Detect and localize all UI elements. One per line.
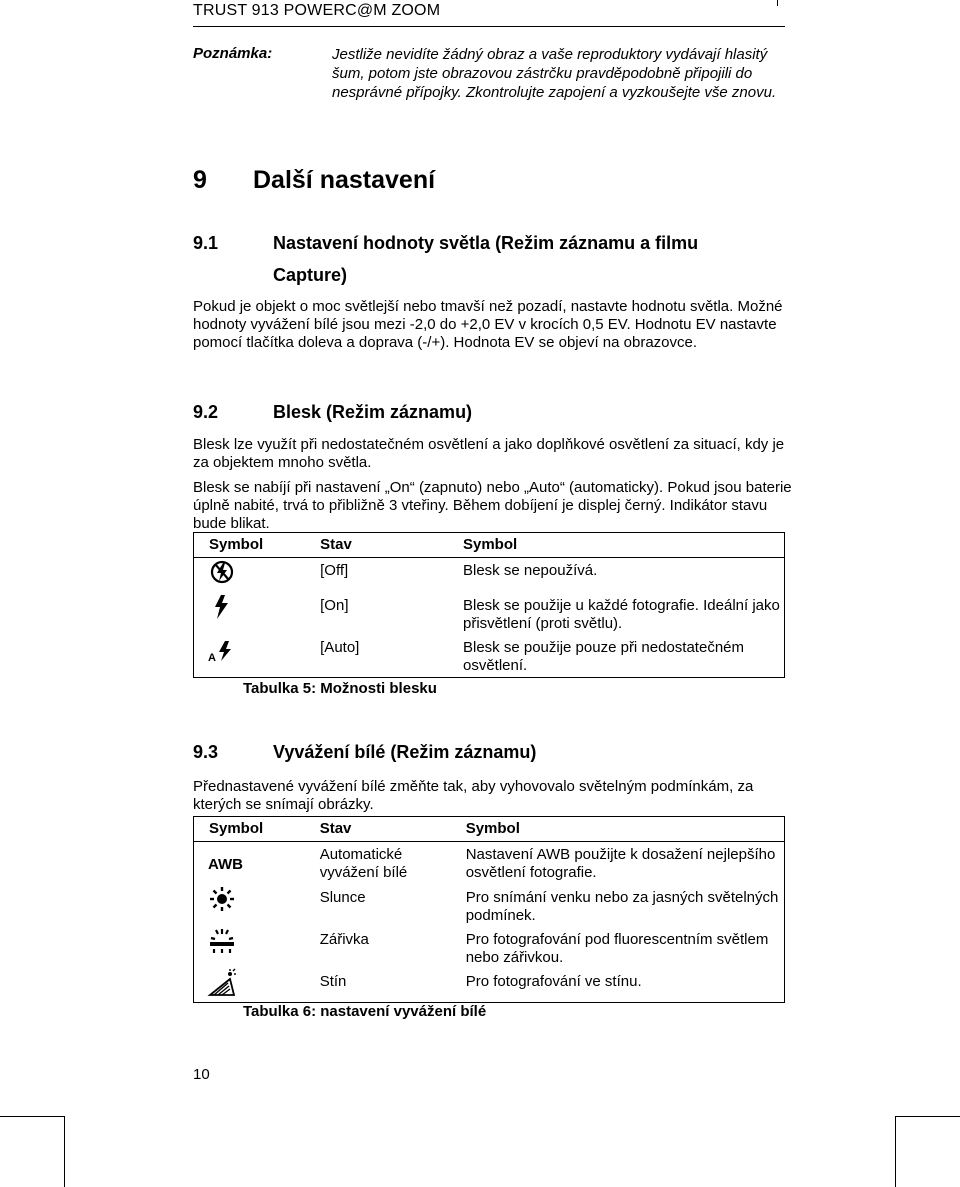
- table-row: [194, 842, 785, 885]
- section-title: Blesk (Režim záznamu): [273, 402, 473, 422]
- table-caption: Tabulka 6: nastavení vyvážení bílé: [243, 1003, 487, 1020]
- section-9-1-paragraph: Pokud je objekt o moc světlejší nebo tmavší než pozadí, nastavte hodnotu světla. Možné hodnoty vyvážení bílé jsou mezi -2,0 do +2,0 EV v krocích 0,5 EV. Hodnotu EV nastavte pomocí tlačítka doleva a doprava (-/+). Hodnota EV se objeví na obrazovce.: [193, 298, 783, 351]
- table-row: [194, 558, 785, 592]
- table-row: [194, 969, 785, 1003]
- table-cell-state: Stín: [319, 972, 347, 990]
- note-label: Poznámka:: [193, 45, 273, 62]
- flash-off-icon: [208, 558, 236, 586]
- table-cell-state: [On]: [320, 597, 349, 614]
- section-number: 9.2: [193, 402, 219, 422]
- fluorescent-icon: [208, 927, 236, 955]
- table-row: [194, 591, 785, 635]
- section-number: 9.3: [193, 742, 219, 762]
- table-cell-desc: Blesk se nepoužívá.: [463, 562, 598, 579]
- table-row: [194, 885, 785, 927]
- flash-on-icon: [208, 593, 236, 621]
- shade-icon: [208, 969, 236, 997]
- section-title-continued: Capture): [273, 265, 348, 285]
- table-header-row: [194, 817, 785, 842]
- table-cell-desc: Pro fotografování pod fluorescentním světlem nebo zářivkou.: [465, 930, 769, 966]
- flash-auto-icon: [208, 637, 236, 665]
- table-cell-desc: Pro fotografování ve stínu.: [465, 972, 642, 990]
- crop-mark: [895, 1116, 896, 1187]
- table-cell-desc: Blesk se použije pouze při nedostatečném osvětlení.: [463, 639, 745, 674]
- section-9-2-paragraph-2: Blesk se nabíjí při nastavení „On“ (zapnuto) nebo „Auto“ (automaticky). Pokud jsou baterie úplně nabité, trvá to přibližně 3 vteřiny. Během dobíjení je displej černý. Indikátor stavu bude blikat.: [193, 479, 792, 532]
- chapter-number: 9: [193, 166, 207, 194]
- table-cell-state: [Auto]: [320, 639, 360, 656]
- awb-icon-text: AWB: [208, 856, 243, 873]
- table-cell-state: [Off]: [320, 562, 349, 579]
- svg-text:A: A: [208, 652, 216, 664]
- table-header-row: [194, 533, 785, 558]
- table-cell-state: Zářivka: [319, 930, 369, 948]
- crop-mark: [0, 1116, 64, 1117]
- section-9-2-paragraph-1: Blesk lze využít při nedostatečném osvětlení a jako doplňkové osvětlení za situací, kdy je za objektem mnoho světla.: [193, 436, 785, 471]
- table-cell-state: Slunce: [319, 888, 366, 906]
- crop-mark: [896, 1116, 960, 1117]
- table-caption: Tabulka 5: Možnosti blesku: [243, 680, 437, 697]
- table-cell-desc: Nastavení AWB použijte k dosažení nejlepšího osvětlení fotografie.: [465, 846, 776, 881]
- awb-icon: [208, 848, 243, 876]
- table-header-cell: Symbol: [465, 820, 520, 837]
- table-cell-desc: Pro snímání venku nebo za jasných světelných podmínek.: [465, 888, 779, 924]
- table-header-cell: Symbol: [209, 820, 264, 837]
- table-cell-desc: Blesk se použije u každé fotografie. Ideální jako přisvětlení (proti světlu).: [463, 597, 780, 632]
- section-title: Vyvážení bílé (Režim záznamu): [273, 742, 537, 762]
- table-header-cell: Stav: [320, 536, 352, 553]
- chapter-heading: [193, 166, 435, 195]
- table-header-cell: Stav: [319, 820, 352, 837]
- section-9-3-paragraph: Přednastavené vyvážení bílé změňte tak, aby vyhovovalo světelným podmínkám, za kterých se snímají obrázky.: [193, 778, 754, 813]
- crop-mark: [64, 1116, 65, 1187]
- header-title: TRUST 913 POWERC@M ZOOM: [193, 2, 441, 19]
- section-number: 9.1: [193, 233, 219, 253]
- header-rule: [193, 26, 785, 27]
- table-header-cell: Symbol: [463, 536, 518, 553]
- table-row: [194, 927, 785, 969]
- chapter-title: Další nastavení: [253, 166, 436, 194]
- table-cell-state: Automatické vyvážení bílé: [319, 846, 408, 881]
- crop-mark: [777, 0, 778, 6]
- flash-table: [193, 532, 785, 678]
- section-title: Nastavení hodnoty světla (Režim záznamu a filmu: [273, 233, 699, 253]
- table-header-cell: Symbol: [209, 536, 264, 553]
- page-number: 10: [193, 1066, 210, 1083]
- note-text: Jestliže nevidíte žádný obraz a vaše reproduktory vydávají hlasitý šum, potom jste obrazovou zástrčku pravděpodobně připojili do nesprávné přípojky. Zkontrolujte zapojení a vyzkoušejte vše znovu.: [332, 46, 777, 101]
- table-row: [194, 635, 785, 677]
- sun-icon: [208, 885, 236, 913]
- white-balance-table: [193, 816, 785, 1003]
